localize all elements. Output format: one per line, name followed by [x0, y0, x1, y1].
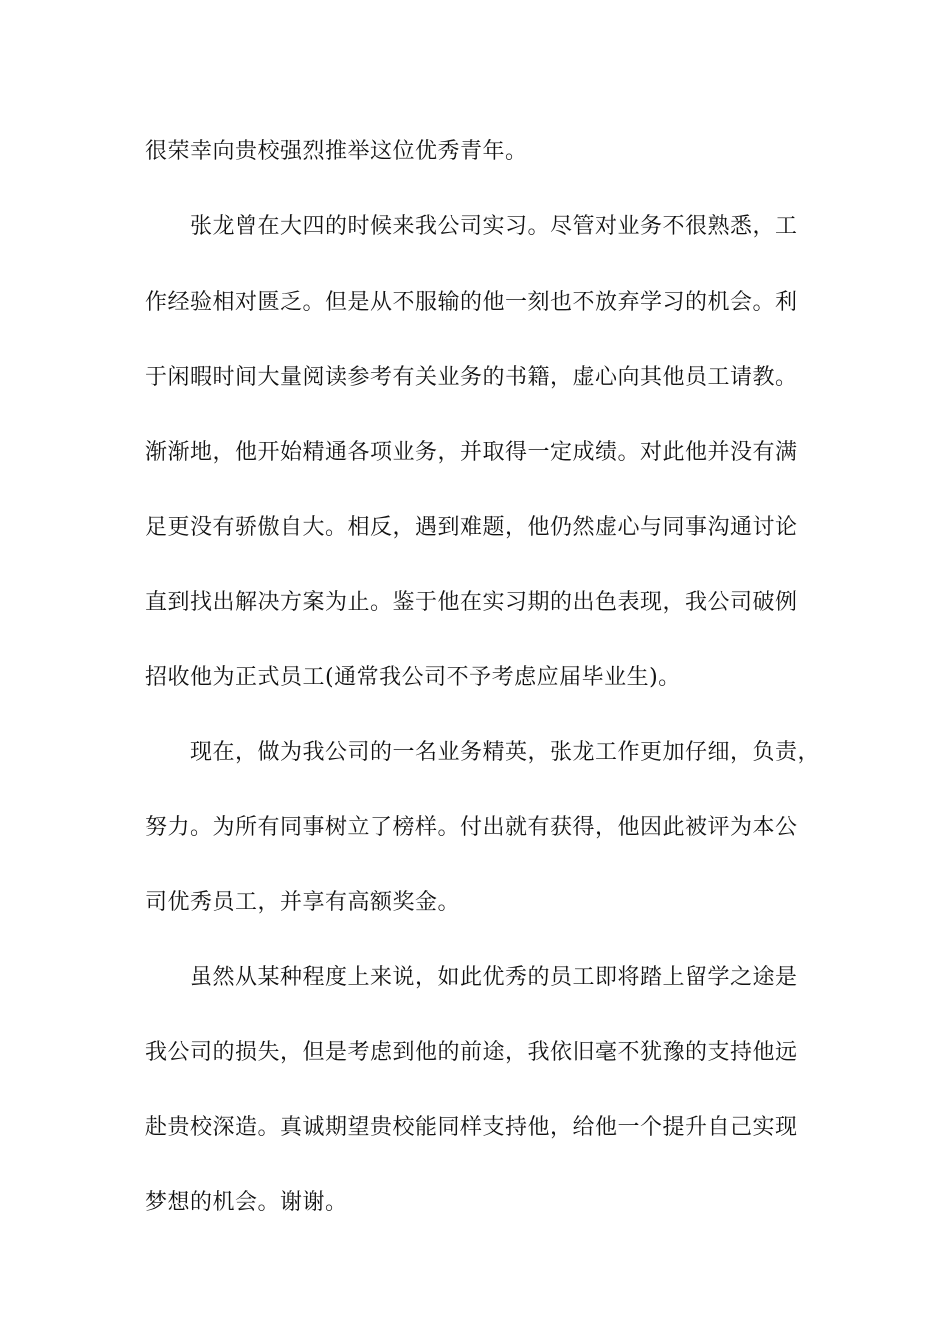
text-line: 努力。为所有同事树立了榜样。付出就有获得，他因此被评为本公	[145, 815, 798, 840]
text-line: 渐渐地，他开始精通各项业务，并取得一定成绩。对此他并没有满	[145, 440, 798, 465]
paragraph-start-line: 现在，做为我公司的一名业务精英，张龙工作更加仔细，负责，	[190, 740, 821, 765]
text-line: 招收他为正式员工(通常我公司不予考虑应届毕业生)。	[145, 665, 681, 690]
text-line: 作经验相对匮乏。但是从不服输的他一刻也不放弃学习的机会。利	[145, 290, 798, 315]
text-line: 足更没有骄傲自大。相反，遇到难题，他仍然虚心与同事沟通讨论	[145, 515, 798, 540]
text-line: 我公司的损失，但是考虑到他的前途，我依旧毫不犹豫的支持他远	[145, 1040, 798, 1065]
text-line: 梦想的机会。谢谢。	[145, 1190, 348, 1215]
text-line: 直到找出解决方案为止。鉴于他在实习期的出色表现，我公司破例	[145, 590, 798, 615]
paragraph-start-line: 虽然从某种程度上来说，如此优秀的员工即将踏上留学之途是	[190, 965, 798, 990]
text-line: 司优秀员工，并享有高额奖金。	[145, 890, 461, 915]
text-line: 于闲暇时间大量阅读参考有关业务的书籍，虚心向其他员工请教。	[145, 365, 798, 390]
paragraph-start-line: 张龙曾在大四的时候来我公司实习。尽管对业务不很熟悉，工	[190, 214, 798, 239]
text-line: 赴贵校深造。真诚期望贵校能同样支持他，给他一个提升自己实现	[145, 1115, 798, 1140]
text-line: 很荣幸向贵校强烈推举这位优秀青年。	[145, 139, 528, 164]
